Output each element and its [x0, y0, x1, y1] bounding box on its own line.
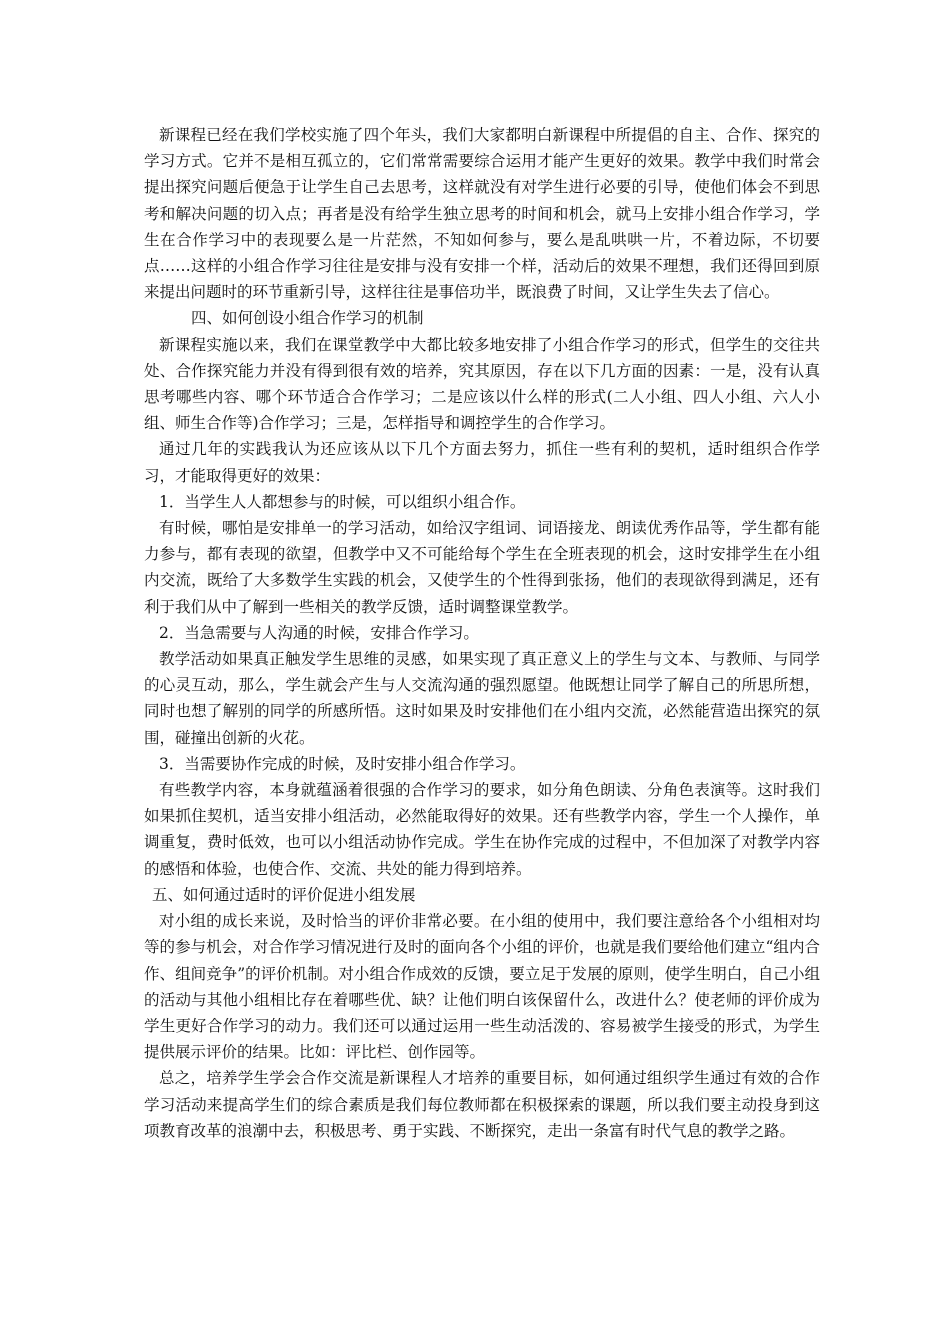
list-item-1: 1．当学生人人都想参与的时候，可以组织小组合作。 — [159, 492, 526, 511]
list-item-2: 2．当急需要与人沟通的时候，安排合作学习。 — [159, 623, 479, 642]
paragraph-item-2: 教学活动如果真正触发学生思维的灵感，如果实现了真正意义上的学生与文本、与教师、与同学的心灵互动，那么，学生就会产生与人交流沟通的强烈愿望。他既想让同学了解自己的所思所想，同时也想了解别的同学的所感所悟。这时如果及时安排他们在小组内交流，必然能营造出探究的氛围，碰撞出创新的火花。 — [144, 650, 820, 747]
paragraph-conclusion: 总之，培养学生学会合作交流是新课程人才培养的重要目标，如何通过组织学生通过有效的合作学习活动来提高学生们的综合素质是我们每位教师都在积极探索的课题，所以我们要主动投身到这项教育改革的浪潮中去，积极思考、勇于实践、不断探究，走出一条富有时代气息的教学之路。 — [144, 1069, 820, 1140]
document-body — [144, 122, 820, 1144]
paragraph-item-3: 有些教学内容，本身就蕴涵着很强的合作学习的要求，如分角色朗读、分角色表演等。这时我们如果抓住契机，适当安排小组活动，必然能取得好的效果。还有些教学内容，学生一个人操作，单调重复，费时低效，也可以小组活动协作完成。学生在协作完成的过程中，不但加深了对教学内容的感悟和体验，也使合作、交流、共处的能力得到培养。 — [144, 781, 820, 878]
paragraph-mechanism: 新课程实施以来，我们在课堂教学中大都比较多地安排了小组合作学习的形式，但学生的交往共处、合作探究能力并没有得到很有效的培养，究其原因，存在以下几方面的因素：一是，没有认真思考哪些内容、哪个环节适合合作学习；二是应该以什么样的形式(二人小组、四人小组、六人小组、师生合作等)合作学习；三是，怎样指导和调控学生的合作学习。 — [144, 335, 820, 433]
paragraph-practice: 通过几年的实践我认为还应该从以下几个方面去努力，抓住一些有利的契机，适时组织合作学习，才能取得更好的效果： — [144, 440, 820, 485]
list-item-3: 3．当需要协作完成的时候，及时安排小组合作学习。 — [159, 754, 526, 773]
paragraph-item-1: 有时候，哪怕是安排单一的学习活动，如给汉字组词、词语接龙、朗读优秀作品等，学生都有能力参与，都有表现的欲望，但教学中又不可能给每个学生在全班表现的机会，这时安排学生在小组内交流，既给了大多数学生实践的机会，又使学生的个性得到张扬，他们的表现欲得到满足，还有利于我们从中了解到一些相关的教学反馈，适时调整课堂教学。 — [144, 519, 820, 616]
paragraph-intro: 新课程已经在我们学校实施了四个年头，我们大家都明白新课程中所提倡的自主、合作、探究的学习方式。它并不是相互孤立的，它们常常需要综合运用才能产生更好的效果。教学中我们时常会提出探究问题后便急于让学生自己去思考，这样就没有对学生进行必要的引导，使他们体会不到思考和解决问题的切入点；再者是没有给学生独立思考的时间和机会，就马上安排小组合作学习，学生在合作学习中的表现要么是一片茫然，不知如何参与，要么是乱哄哄一片，不着边际，不切要点……这样的小组合作学习往往是安排与没有安排一个样，活动后的效果不理想，我们还得回到原来提出问题时的环节重新引导，这样往往是事倍功半，既浪费了时间，又让学生失去了信心。 — [144, 126, 820, 302]
section-heading-5: 五、如何通过适时的评价促进小组发展 — [152, 885, 416, 904]
paragraph-evaluation: 对小组的成长来说，及时恰当的评价非常必要。在小组的使用中，我们要注意给各个小组相对均等的参与机会，对合作学习情况进行及时的面向各个小组的评价，也就是我们要给他们建立“组内合作、组间竞争”的评价机制。对小组合作成效的反馈，要立足于发展的原则，使学生明白，自己小组的活动与其他小组相比存在着哪些优、缺？让他们明白该保留什么，改进什么？使老师的评价成为学生更好合作学习的动力。我们还可以通过运用一些生动活泼的、容易被学生接受的形式，为学生提供展示评价的结果。比如：评比栏、创作园等。 — [144, 912, 820, 1062]
section-heading-4: 四、如何创设小组合作学习的机制 — [191, 309, 424, 328]
